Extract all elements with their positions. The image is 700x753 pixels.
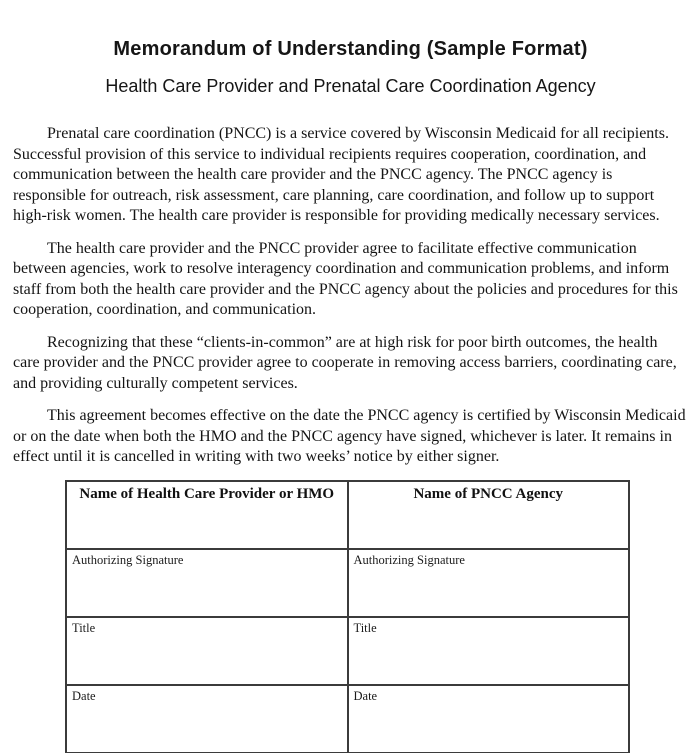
cell-date-agency: Date xyxy=(348,685,630,753)
paragraph-pncc-overview: Prenatal care coordination (PNCC) is a service covered by Wisconsin Medicaid for all recipients. Successful provision of this service to individual recipients requires cooperation, coordination, and communication between the health care provider and the PNCC agency. The PNCC agency is responsible for outreach, risk assessment, care planning, care coordination, and follow up to support high-risk women. The health care provider is responsible for providing medically necessary services. xyxy=(13,125,669,224)
paragraph-clients-in-common: Recognizing that these “clients-in-common” are at high risk for poor birth outcomes, the health care provider and the PNCC provider agree to cooperate in removing access barriers, coordinating care, and providing culturally competent services. xyxy=(13,333,677,392)
paragraph-communication-agreement: The health care provider and the PNCC provider agree to facilitate effective communication between agencies, work to resolve interagency coordination and communication problems, and inform staff from both the health care provider and the PNCC agency about the policies and procedures for this cooperation, coordination, and communication. xyxy=(13,239,678,318)
cell-authorizing-signature-agency: Authorizing Signature xyxy=(348,549,630,617)
signature-table xyxy=(65,480,630,753)
cell-date-provider: Date xyxy=(66,685,348,753)
table-row-authorizing-signature xyxy=(66,549,629,617)
document-subtitle: Health Care Provider and Prenatal Care Coordination Agency xyxy=(105,76,596,96)
cell-authorizing-signature-provider: Authorizing Signature xyxy=(66,549,348,617)
cell-title-agency: Title xyxy=(348,617,630,685)
table-row-date xyxy=(66,685,629,753)
document-title: Memorandum of Understanding (Sample Format) xyxy=(113,38,588,60)
paragraph-effective-date: This agreement becomes effective on the date the PNCC agency is certified by Wisconsin Medicaid or on the date when both the HMO and the PNCC agency have signed, whichever is later. It remains in effect until it is cancelled in writing with two weeks’ notice by either signer. xyxy=(13,407,686,465)
signature-table-header-row xyxy=(66,481,629,549)
cell-title-provider: Title xyxy=(66,617,348,685)
header-provider-hmo: Name of Health Care Provider or HMO xyxy=(66,481,348,549)
header-pncc-agency: Name of PNCC Agency xyxy=(348,481,630,549)
table-row-title xyxy=(66,617,629,685)
